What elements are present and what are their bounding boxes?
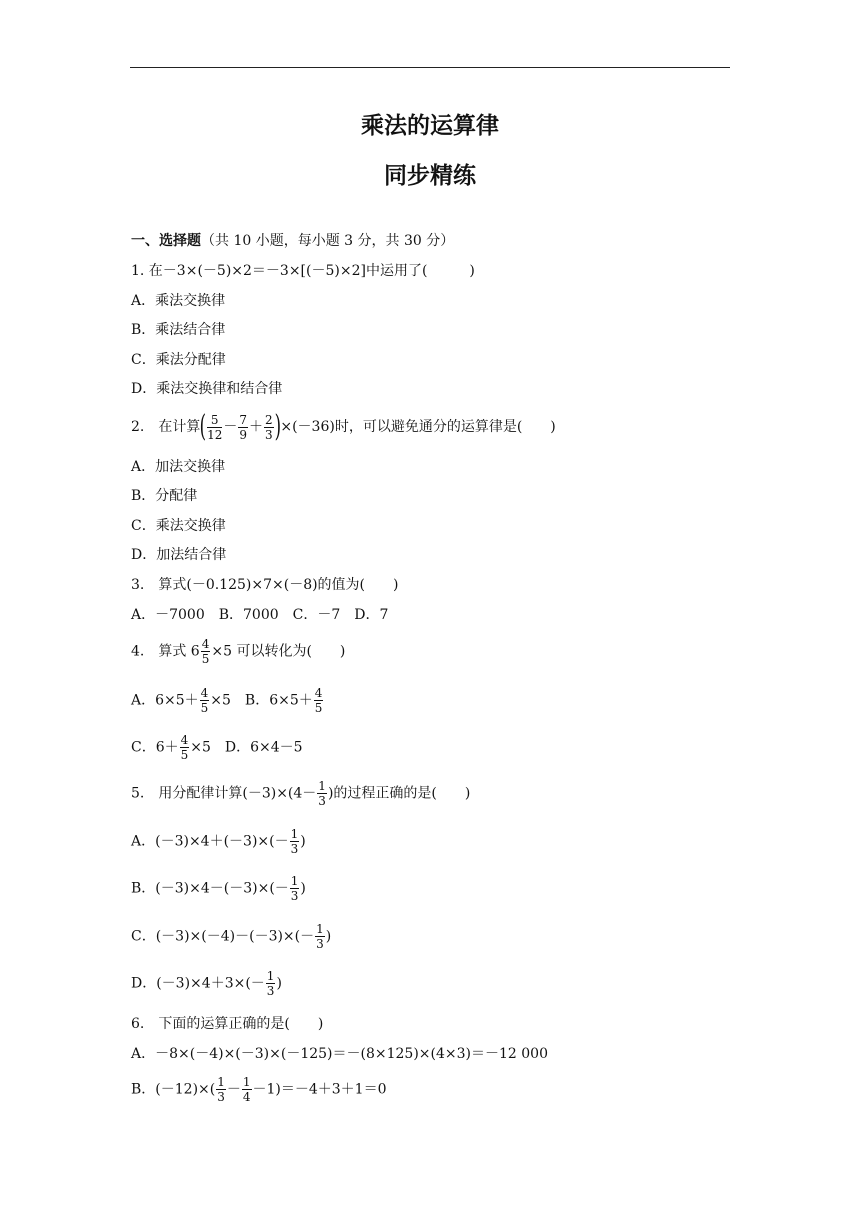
question-2-option-a: A．加法交换律 xyxy=(131,459,226,475)
section-heading xyxy=(131,232,454,250)
question-5-option-b: B．(－3)×4－(－3)×(－ $\frac{1}{3}$ ) xyxy=(131,874,306,903)
page-title: 乘法的运算律 xyxy=(361,113,499,139)
left-paren: ( xyxy=(199,409,207,444)
question-2-post: ×(－36)时，可以避免通分的运算律是( ) xyxy=(280,419,556,435)
question-1-option-b: B．乘法结合律 xyxy=(131,322,226,338)
question-1-option-d: D．乘法交换律和结合律 xyxy=(131,381,283,397)
question-5-option-a: A．(－3)×4＋(－3)×(－ $\frac{1}{3}$ ) xyxy=(131,827,306,856)
question-1-option-a: A．乘法交换律 xyxy=(131,293,226,309)
question-2-option-b: B．分配律 xyxy=(131,488,198,504)
question-6-stem: 6. 下面的运算正确的是( ) xyxy=(131,1016,324,1032)
question-6-option-b: B．(－12)×( $\frac{1}{3}$ － $\frac{1}{4}$ －1)＝－4＋3＋1＝0 xyxy=(131,1075,387,1104)
fraction: $\frac{5}{12}$ xyxy=(207,412,223,442)
fraction: $\frac{1}{3}$ xyxy=(318,779,326,808)
question-3-options: A．－7000 B．7000 C．－7 D．7 xyxy=(131,607,389,623)
question-2-stem: 2. 在计算( $\frac{5}{12}$ － $\frac{7}{9}$ ＋ $\frac{2}{3}$ )×(－36)时，可以避免通分的运算律是( ) xyxy=(131,409,556,444)
question-1-stem: 1. 在－3×(－5)×2＝－3×[(－5)×2]中运用了( ) xyxy=(131,263,475,279)
fraction: $\frac{4}{5}$ xyxy=(314,686,323,715)
fraction: $\frac{1}{4}$ xyxy=(242,1075,251,1104)
section-note: （共 10 小题，每小题 3 分，共 30 分） xyxy=(201,233,455,249)
question-5-option-d: D．(－3)×4＋3×(－ $\frac{1}{3}$ ) xyxy=(131,969,282,998)
question-5-option-c: C．(－3)×(－4)－(－3)×(－ $\frac{1}{3}$ ) xyxy=(131,922,332,951)
fraction: $\frac{1}{3}$ xyxy=(266,969,275,998)
header-rule xyxy=(130,67,730,68)
page-subtitle: 同步精练 xyxy=(384,163,476,189)
fraction: $\frac{1}{3}$ xyxy=(290,827,299,856)
fraction: $\frac{1}{3}$ xyxy=(290,874,299,903)
question-2-option-d: D．加法结合律 xyxy=(131,547,227,563)
fraction: $\frac{2}{3}$ xyxy=(265,412,273,442)
fraction: $\frac{4}{5}$ xyxy=(180,733,189,762)
question-2-pre: 2. 在计算 xyxy=(131,419,201,435)
fraction: $\frac{4}{5}$ xyxy=(200,686,209,715)
question-2-option-c: C．乘法交换律 xyxy=(131,518,226,534)
fraction: $\frac{4}{5}$ xyxy=(201,637,210,666)
question-6-option-a: A．－8×(－4)×(－3)×(－125)＝－(8×125)×(4×3)＝－12 000 xyxy=(131,1046,548,1062)
fraction: $\frac{1}{3}$ xyxy=(316,922,324,951)
question-4-options-ab: A．6×5＋ $\frac{4}{5}$ ×5 B．6×5＋ $\frac{4}{5}$ xyxy=(131,686,323,715)
question-5-stem: 5. 用分配律计算(－3)×(4－ $\frac{1}{3}$ )的过程正确的是( ) xyxy=(131,779,471,808)
question-3-stem: 3. 算式(－0.125)×7×(－8)的值为( ) xyxy=(131,577,399,593)
right-paren: ) xyxy=(274,409,281,444)
fraction: $\frac{1}{3}$ xyxy=(217,1075,225,1104)
fraction: $\frac{7}{9}$ xyxy=(239,412,247,442)
section-label: 一、选择题 xyxy=(131,233,201,249)
question-1-option-c: C．乘法分配律 xyxy=(131,352,226,368)
question-4-stem: 4. 算式 6 $\frac{4}{5}$ ×5 可以转化为( ) xyxy=(131,637,346,666)
question-4-options-cd: C．6＋ $\frac{4}{5}$ ×5 D．6×4－5 xyxy=(131,733,303,762)
